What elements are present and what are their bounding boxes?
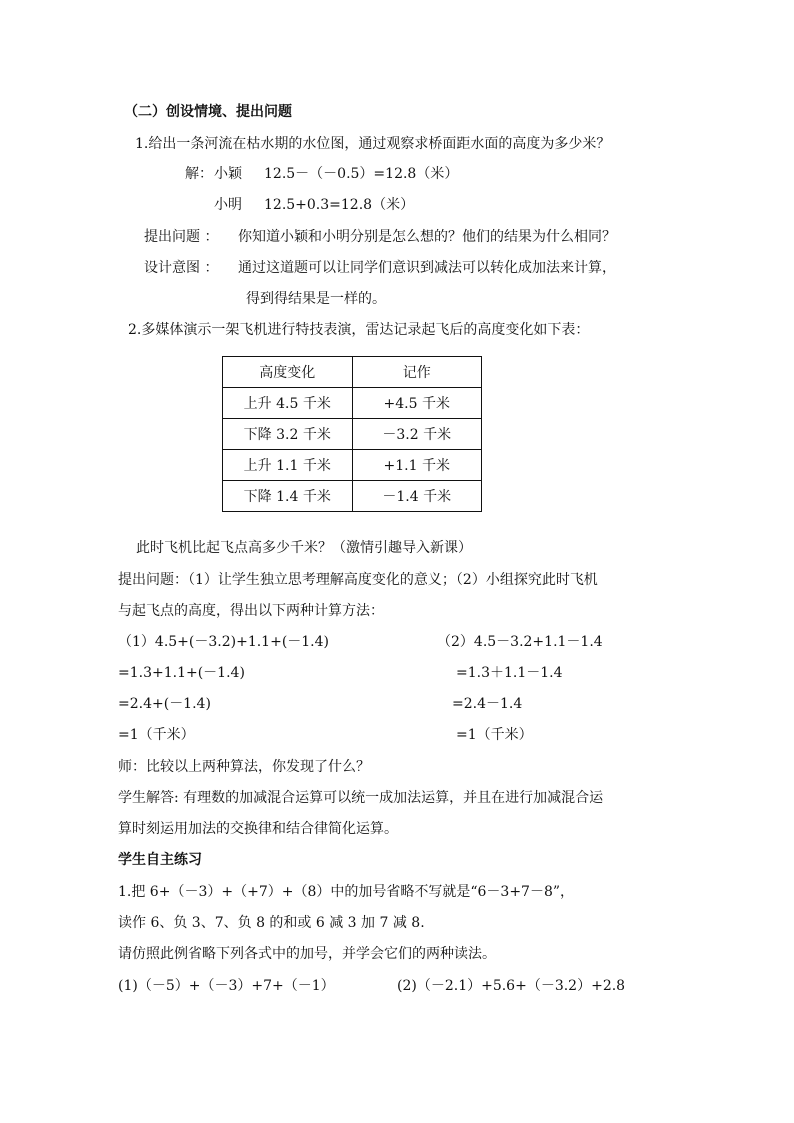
q1-solution-label: 解： — [185, 166, 213, 182]
table-row — [223, 388, 482, 419]
practice-title: 学生自主练习 — [118, 852, 202, 868]
q2-text: 2.多媒体演示一架飞机进行特技表演，雷达记录起飞后的高度变化如下表： — [128, 322, 590, 338]
practice-exercise-2: (2)（－2.1）+5.6+（－3.2）+2.8 — [397, 978, 626, 994]
section-title: （二）创设情境、提出问题 — [124, 104, 292, 120]
q1-intent-text2: 得到得结果是一样的。 — [246, 291, 386, 307]
practice-line3: 请仿照此例省略下列各式中的加号，并学会它们的两种读法。 — [118, 946, 496, 962]
table-cell: －3.2 千米 — [352, 419, 482, 450]
altitude-table — [222, 356, 482, 512]
after-table-text: 此时飞机比起飞点高多少千米？（激情引趣导入新课） — [136, 540, 472, 556]
table-header-row — [223, 357, 482, 388]
q1-text: 1.给出一条河流在枯水期的水位图，通过观察求桥面距水面的高度为多少米？ — [135, 136, 611, 152]
method2-step: =2.4－1.4 — [452, 696, 523, 712]
practice-line2: 读作 6、负 3、7、负 8 的和或 6 减 3 加 7 减 8. — [118, 915, 425, 931]
practice-line1: 1.把 6+（－3）+（+7）+（8）中的加号省略不写就是“6－3+7－8”， — [118, 884, 575, 900]
teacher-line: 师：比较以上两种算法，你发现了什么？ — [118, 759, 370, 775]
table-cell: +1.1 千米 — [352, 450, 482, 481]
method2-step: =1.3＋1.1－1.4 — [456, 665, 563, 681]
table-cell: 下降 3.2 千米 — [223, 419, 353, 450]
table-row — [223, 450, 482, 481]
q1-line1-expr: 12.5－（－0.5）=12.8（米） — [264, 166, 459, 182]
q1-line2-name: 小明 — [214, 197, 242, 213]
q1-line1-name: 小颖 — [214, 166, 242, 182]
table-header-cell: 记作 — [352, 357, 482, 388]
q1-intent-label: 设计意图 ： — [144, 260, 219, 276]
method2-step: =1（千米） — [456, 727, 533, 743]
practice-exercise-1: (1)（－5）+（－3）+7+（－1） — [118, 978, 335, 994]
table-cell: +4.5 千米 — [352, 388, 482, 419]
table-row — [223, 419, 482, 450]
table-header-cell: 高度变化 — [223, 357, 353, 388]
student-line1: 学生解答: 有理数的加减混合运算可以统一成加法运算，并且在进行加减混合运 — [118, 790, 604, 806]
method1-step: =1.3+1.1+(－1.4) — [118, 665, 245, 681]
method1-step: （1）4.5+(－3.2)+1.1+(－1.4) — [118, 634, 330, 650]
q1-intent-text1: 通过这道题可以让同学们意识到减法可以转化成加法来计算， — [238, 260, 616, 276]
method2-step: （2）4.5－3.2+1.1－1.4 — [437, 634, 603, 650]
question-line2: 与起飞点的高度，得出以下两种计算方法： — [118, 603, 384, 619]
table-cell: 上升 4.5 千米 — [223, 388, 353, 419]
q1-line2-expr: 12.5+0.3=12.8（米） — [264, 197, 415, 213]
method1-step: =1（千米） — [118, 727, 195, 743]
q1-question-label: 提出问题 ： — [144, 229, 219, 245]
table-cell: 上升 1.1 千米 — [223, 450, 353, 481]
table-cell: －1.4 千米 — [352, 481, 482, 512]
q1-question-text: 你知道小颖和小明分别是怎么想的？他们的结果为什么相同？ — [238, 229, 616, 245]
table-row — [223, 481, 482, 512]
question-line1: 提出问题：（1）让学生独立思考理解高度变化的意义；（2）小组探究此时飞机 — [118, 572, 598, 588]
method1-step: =2.4+(－1.4) — [118, 696, 211, 712]
student-line2: 算时刻运用加法的交换律和结合律简化运算。 — [118, 821, 398, 837]
table-cell: 下降 1.4 千米 — [223, 481, 353, 512]
